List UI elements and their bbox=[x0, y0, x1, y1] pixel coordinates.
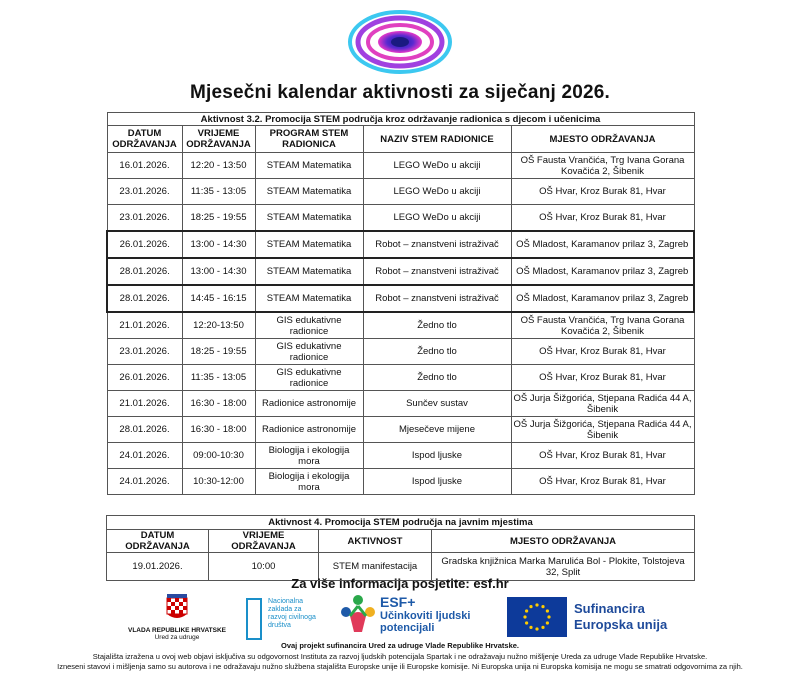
nzrcd-logo bbox=[246, 596, 326, 642]
table-cell: 13:00 - 14:30 bbox=[182, 231, 255, 258]
bracket-right-icon bbox=[254, 598, 262, 640]
table-cell: 24.01.2026. bbox=[107, 469, 182, 495]
table-row bbox=[107, 417, 694, 443]
header-time: VRIJEME ODRŽAVANJA bbox=[209, 530, 319, 553]
table-cell: 26.01.2026. bbox=[107, 365, 182, 391]
eu-star-icon bbox=[541, 626, 544, 629]
table-caption: Aktivnost 4. Promocija STEM područja na javnim mjestima bbox=[107, 516, 695, 530]
table-cell: OŠ Jurja Šižgorića, Stjepana Radića 44 A, Šibenik bbox=[511, 391, 694, 417]
table-row bbox=[107, 443, 694, 469]
eu-star-icon bbox=[535, 627, 538, 630]
table-cell: 21.01.2026. bbox=[107, 391, 182, 417]
activity-4-table bbox=[106, 515, 695, 581]
table-cell: 10:30-12:00 bbox=[182, 469, 255, 495]
table-cell: OŠ Mladost, Karamanov prilaz 3, Zagreb bbox=[511, 231, 694, 258]
header-date: DATUM ODRŽAVANJA bbox=[107, 126, 182, 153]
table-cell: LEGO WeDo u akciji bbox=[363, 179, 511, 205]
table-cell: OŠ Mladost, Karamanov prilaz 3, Zagreb bbox=[511, 285, 694, 312]
table-cell: STEAM Matematika bbox=[255, 153, 363, 179]
esf-logo bbox=[340, 594, 480, 640]
nzrcd-logo-text: Nacionalna zaklada za razvoj civilnoga društva bbox=[268, 598, 316, 629]
hr-logo-subtitle: Ured za udruge bbox=[154, 634, 200, 641]
table-cell: GIS edukativne radionice bbox=[255, 312, 363, 339]
table-cell: 10:00 bbox=[209, 553, 319, 581]
table-row bbox=[107, 153, 694, 179]
table-cell: 23.01.2026. bbox=[107, 205, 182, 232]
eu-flag-icon bbox=[507, 597, 567, 637]
table-cell: 16:30 - 18:00 bbox=[182, 391, 255, 417]
table-row bbox=[107, 179, 694, 205]
table-cell: 28.01.2026. bbox=[107, 417, 182, 443]
table-row bbox=[107, 258, 694, 285]
table-cell: GIS edukativne radionice bbox=[255, 339, 363, 365]
table-caption: Aktivnost 3.2. Promocija STEM područja kroz održavanje radionica s djecom i učenicima bbox=[107, 113, 694, 126]
eu-star-icon bbox=[541, 605, 544, 608]
table-cell: Ispod ljuske bbox=[363, 443, 511, 469]
info-line: Za više informacija posjetite: esf.hr bbox=[291, 576, 509, 591]
eu-star-icon bbox=[523, 615, 526, 618]
table-cell: 13:00 - 14:30 bbox=[182, 258, 255, 285]
table-cell: Ispod ljuske bbox=[363, 469, 511, 495]
table-cell: STEAM Matematika bbox=[255, 285, 363, 312]
esf-people-icon bbox=[340, 594, 376, 634]
table-cell: Biologija i ekologija mora bbox=[255, 443, 363, 469]
table-cell: OŠ Mladost, Karamanov prilaz 3, Zagreb bbox=[511, 258, 694, 285]
table-cell: 18:25 - 19:55 bbox=[182, 205, 255, 232]
page-title: Mjesečni kalendar aktivnosti za siječanj 2026. bbox=[189, 82, 611, 103]
table-cell: Robot – znanstveni istraživač bbox=[363, 258, 511, 285]
table-cell: Žedno tlo bbox=[363, 339, 511, 365]
footer-line-1: Ovaj projekt sufinancira Ured za udruge Vlade Republike Hrvatske. bbox=[281, 641, 519, 650]
esf-logo-title: ESF+ bbox=[380, 594, 416, 610]
table-cell: LEGO WeDo u akciji bbox=[363, 153, 511, 179]
eu-cofinancing-logo bbox=[507, 597, 677, 639]
table-cell: OŠ Fausta Vrančića, Trg Ivana Gorana Kovačića 2, Šibenik bbox=[511, 153, 694, 179]
table-cell: 16.01.2026. bbox=[107, 153, 182, 179]
table-cell: STEAM Matematika bbox=[255, 258, 363, 285]
header-program: PROGRAM STEM RADIONICA bbox=[255, 126, 363, 153]
table-cell: 28.01.2026. bbox=[107, 285, 182, 312]
table-cell: OŠ Hvar, Kroz Burak 81, Hvar bbox=[511, 365, 694, 391]
table-row bbox=[107, 312, 694, 339]
table-cell: OŠ Hvar, Kroz Burak 81, Hvar bbox=[511, 205, 694, 232]
table-row bbox=[107, 285, 694, 312]
table-cell: OŠ Hvar, Kroz Burak 81, Hvar bbox=[511, 179, 694, 205]
table-cell: 12:20 - 13:50 bbox=[182, 153, 255, 179]
table-cell: OŠ Hvar, Kroz Burak 81, Hvar bbox=[511, 339, 694, 365]
eu-star-icon bbox=[547, 615, 550, 618]
header-activity: AKTIVNOST bbox=[319, 530, 432, 553]
table-cell: 23.01.2026. bbox=[107, 339, 182, 365]
table-cell: Robot – znanstveni istraživač bbox=[363, 231, 511, 258]
table-cell: OŠ Jurja Šižgorića, Stjepana Radića 44 A, Šibenik bbox=[511, 417, 694, 443]
table-cell: OŠ Fausta Vrančića, Trg Ivana Gorana Kovačića 2, Šibenik bbox=[511, 312, 694, 339]
table-row bbox=[107, 391, 694, 417]
header-location: MJESTO ODRŽAVANJA bbox=[432, 530, 695, 553]
table-cell: OŠ Hvar, Kroz Burak 81, Hvar bbox=[511, 469, 694, 495]
eu-star-icon bbox=[529, 605, 532, 608]
table-row bbox=[107, 469, 694, 495]
table-cell: Robot – znanstveni istraživač bbox=[363, 285, 511, 312]
table-cell: 19.01.2026. bbox=[107, 553, 209, 581]
table-cell: Biologija i ekologija mora bbox=[255, 469, 363, 495]
table-cell: OŠ Hvar, Kroz Burak 81, Hvar bbox=[511, 443, 694, 469]
esf-logo-subtitle: Učinkoviti ljudski potencijali bbox=[380, 610, 471, 634]
table-cell: Žedno tlo bbox=[363, 365, 511, 391]
eu-star-icon bbox=[535, 603, 538, 606]
table-cell: 18:25 - 19:55 bbox=[182, 339, 255, 365]
footer-line-3: Izneseni stavovi i mišljenja samo su autorova i ne odražavaju nužno službena stajališta Europske unije ili Europske komisije. Ni Europska unija ni Europska komisija ne mogu se smatrati odgovornima za njih. bbox=[57, 662, 743, 671]
eu-star-icon bbox=[529, 626, 532, 629]
table-cell: GIS edukativne radionice bbox=[255, 365, 363, 391]
table-cell: 24.01.2026. bbox=[107, 443, 182, 469]
table-cell: 28.01.2026. bbox=[107, 258, 182, 285]
table-cell: 26.01.2026. bbox=[107, 231, 182, 258]
table-cell: STEAM Matematika bbox=[255, 231, 363, 258]
table-cell: Sunčev sustav bbox=[363, 391, 511, 417]
table-cell: 09:00-10:30 bbox=[182, 443, 255, 469]
header-workshop: NAZIV STEM RADIONICE bbox=[363, 126, 511, 153]
table-cell: 23.01.2026. bbox=[107, 179, 182, 205]
eu-star-icon bbox=[525, 621, 528, 624]
header-time: VRIJEME ODRŽAVANJA bbox=[182, 126, 255, 153]
table-cell: 12:20-13:50 bbox=[182, 312, 255, 339]
table-cell: STEAM Matematika bbox=[255, 179, 363, 205]
eu-star-icon bbox=[525, 609, 528, 612]
table-cell: STEM manifestacija bbox=[319, 553, 432, 581]
table-cell: Mjesečeve mijene bbox=[363, 417, 511, 443]
table-cell: 11:35 - 13:05 bbox=[182, 179, 255, 205]
croatian-government-logo bbox=[122, 594, 232, 640]
activity-3-2-table bbox=[106, 112, 695, 495]
table-cell: 16:30 - 18:00 bbox=[182, 417, 255, 443]
eu-star-icon bbox=[546, 609, 549, 612]
table-row bbox=[107, 205, 694, 232]
eu-logo-text: Sufinancira Europska unija bbox=[574, 601, 668, 632]
table-cell: Radionice astronomije bbox=[255, 417, 363, 443]
hr-logo-title: VLADA REPUBLIKE HRVATSKE bbox=[128, 627, 226, 634]
table-cell: 21.01.2026. bbox=[107, 312, 182, 339]
header-date: DATUM ODRŽAVANJA bbox=[107, 530, 209, 553]
table-cell: Gradska knjižnica Marka Marulića Bol - Plokite, Tolstojeva 32, Split bbox=[432, 553, 695, 581]
footer-line-2: Stajališta izražena u ovoj web objavi isključiva su odgovornost Instituta za razvoj ljudskih potencijala Spartak i ne odražavaju nužno mišljenje Ureda za udruge Vlade Republike Hrvatske. bbox=[92, 652, 708, 661]
table-cell: STEAM Matematika bbox=[255, 205, 363, 232]
spiral-galaxy-logo bbox=[346, 6, 454, 78]
table-row bbox=[107, 339, 694, 365]
header-location: MJESTO ODRŽAVANJA bbox=[511, 126, 694, 153]
croatian-coat-of-arms-icon bbox=[166, 594, 188, 620]
table-cell: Radionice astronomije bbox=[255, 391, 363, 417]
table-cell: Žedno tlo bbox=[363, 312, 511, 339]
table-cell: 14:45 - 16:15 bbox=[182, 285, 255, 312]
table-cell: 11:35 - 13:05 bbox=[182, 365, 255, 391]
table-row bbox=[107, 231, 694, 258]
table-row bbox=[107, 365, 694, 391]
table-cell: LEGO WeDo u akciji bbox=[363, 205, 511, 232]
eu-star-icon bbox=[546, 621, 549, 624]
